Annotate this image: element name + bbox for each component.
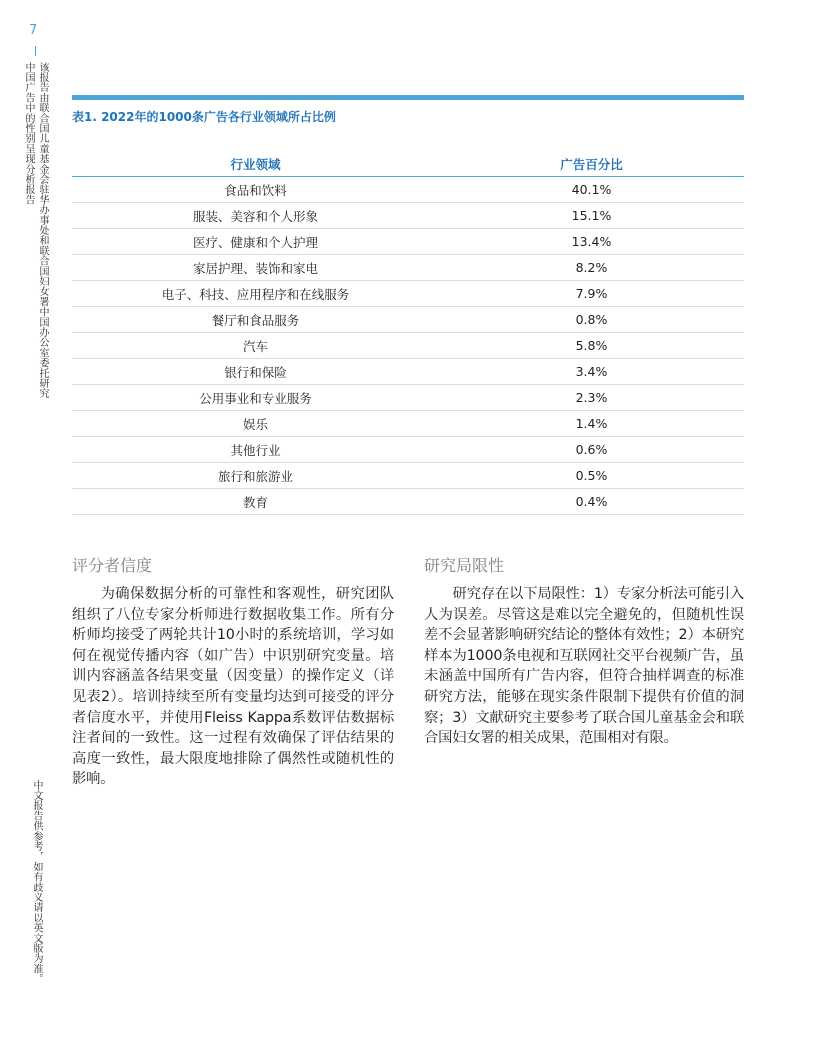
cell-percent: 5.8%: [439, 333, 744, 359]
table-row: [72, 489, 744, 515]
sector-share-table: [72, 152, 744, 515]
cell-percent: 0.8%: [439, 307, 744, 333]
sidebar-report-title: 中国广告中的性别呈现分析报告: [23, 62, 34, 205]
cell-percent: 0.6%: [439, 437, 744, 463]
cell-sector: 教育: [72, 489, 439, 515]
reliability-heading: 评分者信度: [72, 556, 153, 575]
table-row: [72, 333, 744, 359]
limitations-body: 研究存在以下局限性：1）专家分析法可能引入人为误差。尽管这是难以完全避免的，但随机性误差不会显著影响研究结论的整体有效性；2）本研究样本为1000条电视和互联网社交平台视频广告，虽未涵盖中国所有广告内容，但符合抽样调查的标准研究方法，能够在现实条件限制下提供有价值的洞察；3）文献研究主要参考了联合国儿童基金会和联合国妇女署的相关成果，范围相对有限。: [424, 586, 744, 747]
cell-percent: 7.9%: [439, 281, 744, 307]
cell-percent: 0.5%: [439, 463, 744, 489]
cell-sector: 汽车: [72, 333, 439, 359]
table-top-bar: [72, 95, 744, 100]
cell-percent: 13.4%: [439, 229, 744, 255]
table-row: [72, 411, 744, 437]
cell-sector: 餐厅和食品服务: [72, 307, 439, 333]
table-title: 表1. 2022年的1000条广告各行业领域所占比例: [72, 110, 336, 124]
page-number-rule: [35, 46, 36, 56]
sidebar-commission-note: 该报告由联合国儿童基金会驻华办事处和联合国妇女署中国办公室委托研究: [37, 62, 48, 399]
table-row: [72, 385, 744, 411]
limitations-heading: 研究局限性: [424, 556, 505, 575]
table-row: [72, 177, 744, 203]
cell-sector: 电子、科技、应用程序和在线服务: [72, 281, 439, 307]
table-row: [72, 281, 744, 307]
reliability-section: [72, 556, 394, 790]
limitations-section: [424, 556, 744, 749]
cell-sector: 医疗、健康和个人护理: [72, 229, 439, 255]
cell-percent: 0.4%: [439, 489, 744, 515]
cell-percent: 15.1%: [439, 203, 744, 229]
header-percent: 广告百分比: [439, 152, 744, 177]
cell-sector: 银行和保险: [72, 359, 439, 385]
table-row: [72, 255, 744, 281]
reliability-body: 为确保数据分析的可靠性和客观性，研究团队组织了八位专家分析师进行数据收集工作。所有分析师均接受了两轮共计10小时的系统培训，学习如何在视觉传播内容（如广告）中识别研究变量。培训内容涵盖各结果变量（因变量）的操作定义（详见表2）。培训持续至所有变量均达到可接受的评分者信度水平，并使用Fleiss Kappa系数评估数据标注者间的一致性。这一过程有效确保了评估结果的高度一致性，最大限度地排除了偶然性或随机性的影响。: [72, 586, 394, 788]
cell-percent: 8.2%: [439, 255, 744, 281]
table-row: [72, 437, 744, 463]
cell-sector: 旅行和旅游业: [72, 463, 439, 489]
cell-sector: 其他行业: [72, 437, 439, 463]
table-header-row: [72, 152, 744, 177]
header-sector: 行业领域: [72, 152, 439, 177]
cell-sector: 食品和饮料: [72, 177, 439, 203]
page-number: 7: [29, 23, 38, 38]
table-section: [72, 95, 744, 515]
table-row: [72, 203, 744, 229]
cell-percent: 40.1%: [439, 177, 744, 203]
sidebar-translation-note: 中文报告供参考，如有歧义请以英文版为准。: [31, 780, 42, 984]
cell-sector: 家居护理、装饰和家电: [72, 255, 439, 281]
cell-percent: 2.3%: [439, 385, 744, 411]
cell-percent: 3.4%: [439, 359, 744, 385]
cell-sector: 娱乐: [72, 411, 439, 437]
cell-sector: 服装、美容和个人形象: [72, 203, 439, 229]
table-row: [72, 229, 744, 255]
table-row: [72, 307, 744, 333]
table-row: [72, 359, 744, 385]
cell-percent: 1.4%: [439, 411, 744, 437]
table-row: [72, 463, 744, 489]
cell-sector: 公用事业和专业服务: [72, 385, 439, 411]
